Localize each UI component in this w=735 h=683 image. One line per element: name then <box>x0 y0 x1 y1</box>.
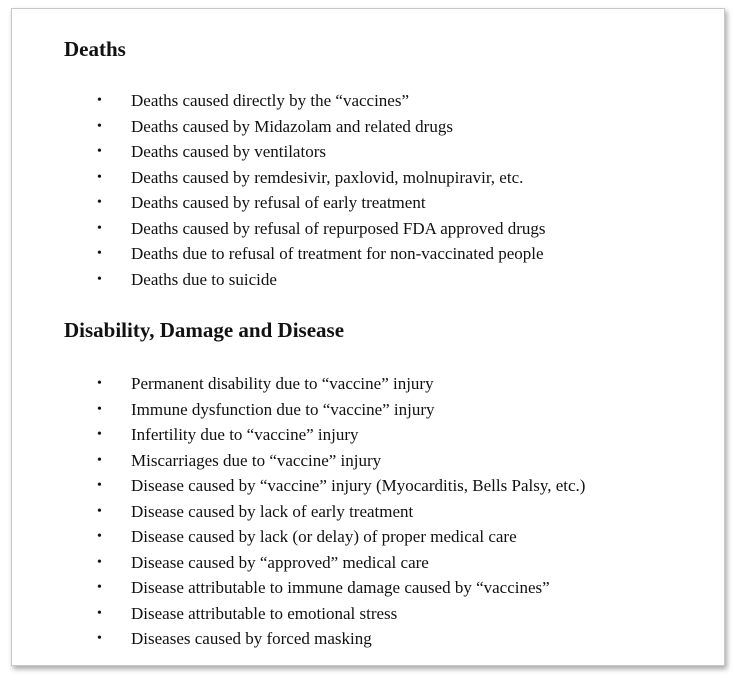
list-item-text: Deaths due to refusal of treatment for non-vaccinated people <box>131 244 544 263</box>
bullet-icon: • <box>97 144 102 159</box>
bullet-icon: • <box>97 271 102 287</box>
bullet-icon: • <box>97 401 102 417</box>
bullet-icon: • <box>97 529 102 544</box>
list-item-text: Permanent disability due to “vaccine” injury <box>131 374 434 393</box>
list-item-text: Deaths due to suicide <box>131 269 277 289</box>
bullet-icon: • <box>97 427 102 442</box>
list-item-text: Deaths caused directly by the “vaccines” <box>131 91 410 110</box>
list-item-text: Deaths caused by Midazolam and related drugs <box>131 116 453 136</box>
list-item-text: Disease attributable to emotional stress <box>131 603 398 623</box>
list-item-text: Immune dysfunction due to “vaccine” injury <box>131 399 435 419</box>
bullet-icon: • <box>97 580 102 595</box>
list-item-text: Disease caused by “vaccine” injury (Myocarditis, Bells Palsy, etc.) <box>131 476 586 495</box>
list-item-text: Disease caused by lack of early treatment <box>131 501 414 521</box>
bullet-icon: • <box>97 503 102 519</box>
bullet-icon: • <box>97 246 102 261</box>
deaths-heading: Deaths <box>64 37 126 61</box>
bullet-icon: • <box>97 220 102 236</box>
bullet-icon: • <box>97 118 102 134</box>
list-item-text: Disease caused by lack (or delay) of proper medical care <box>131 527 517 546</box>
list-item-text: Deaths caused by refusal of early treatment <box>131 193 426 212</box>
bullet-icon: • <box>97 93 102 108</box>
list-item-text: Diseases caused by forced masking <box>131 629 372 648</box>
list-item-text: Infertility due to “vaccine” injury <box>131 425 359 444</box>
list-item-text: Deaths caused by ventilators <box>131 142 326 161</box>
bullet-icon: • <box>97 605 102 621</box>
list-item-text: Deaths caused by refusal of repurposed FDA approved drugs <box>131 218 546 238</box>
bullet-icon: • <box>97 376 102 391</box>
bullet-icon: • <box>97 452 102 468</box>
disability-heading: Disability, Damage and Disease <box>64 318 345 342</box>
bullet-icon: • <box>97 169 102 185</box>
document-card <box>11 8 725 666</box>
list-item-text: Disease caused by “approved” medical care <box>131 552 429 572</box>
list-item-text: Miscarriages due to “vaccine” injury <box>131 450 382 470</box>
bullet-icon: • <box>97 631 102 646</box>
bullet-icon: • <box>97 554 102 570</box>
bullet-icon: • <box>97 478 102 493</box>
list-item-text: Disease attributable to immune damage caused by “vaccines” <box>131 578 550 597</box>
bullet-icon: • <box>97 195 102 210</box>
list-item-text: Deaths caused by remdesivir, paxlovid, molnupiravir, etc. <box>131 167 524 187</box>
